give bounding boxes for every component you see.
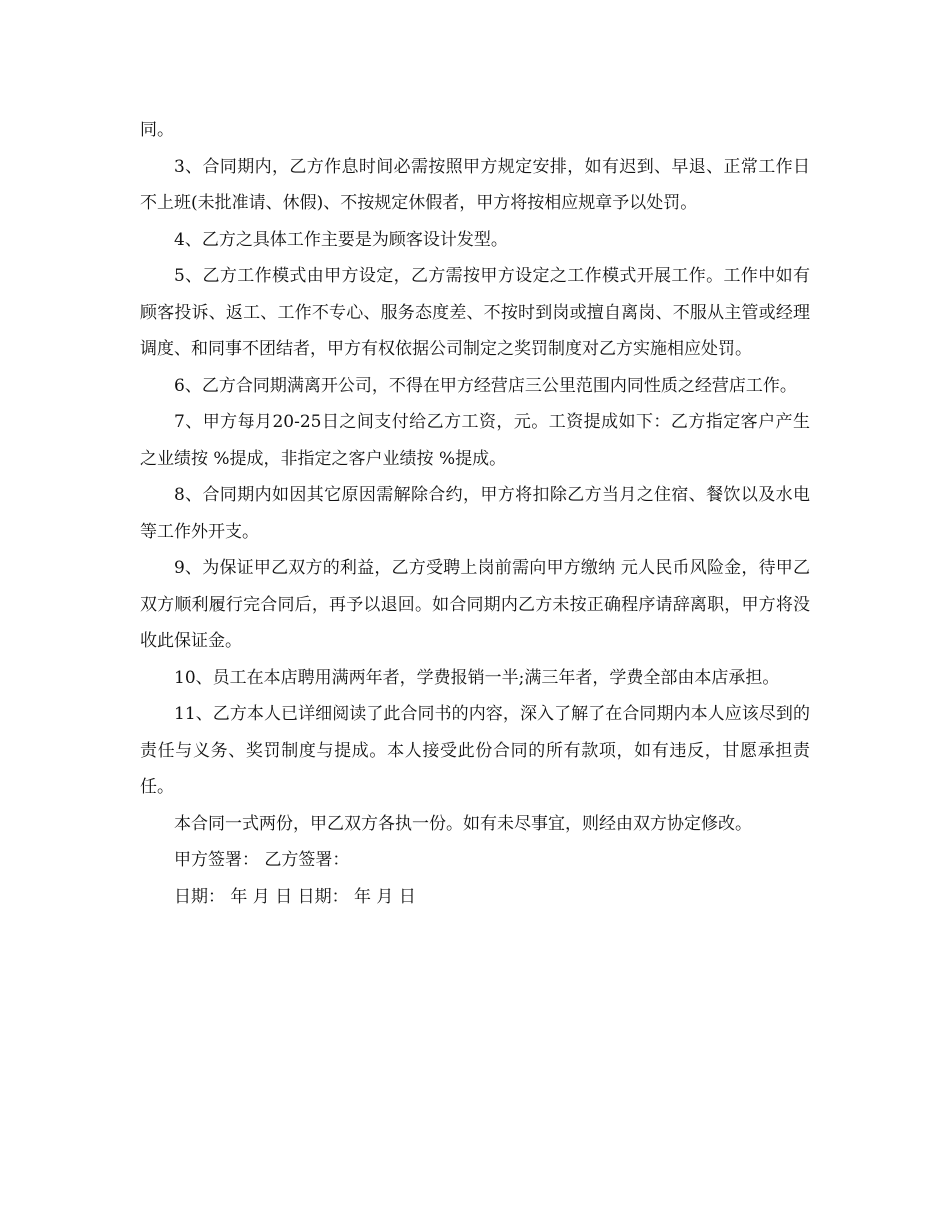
date-line: 日期： 年 月 日 日期： 年 月 日: [174, 886, 416, 907]
paragraph-clause-8: 8、合同期内如因其它原因需解除合约，甲方将扣除乙方当月之住宿、餐饮以及水电等工作外开支。: [140, 485, 810, 542]
paragraph-clause-11: 11、乙方本人已详细阅读了此合同书的内容，深入了解了在合同期内本人应该尽到的责任与义务、奖罚制度与提成。本人接受此份合同的所有款项，如有违反，甘愿承担责任。: [140, 704, 810, 797]
signature-line: 甲方签署： 乙方签署：: [174, 850, 350, 870]
paragraph-clause-5: 5、乙方工作模式由甲方设定，乙方需按甲方设定之工作模式开展工作。工作中如有顾客投诉、返工、工作不专心、服务态度差、不按时到岗或擅自离岗、不服从主管或经理调度、和同事不团结者，甲方有权依据公司制定之奖罚制度对乙方实施相应处罚。: [140, 266, 810, 359]
paragraph-clause-7: 7、甲方每月20-25日之间支付给乙方工资，元。工资提成如下：乙方指定客户产生之业绩按 %提成，非指定之客户业绩按 %提成。: [140, 412, 810, 469]
paragraph-clause-10: 10、员工在本店聘用满两年者，学费报销一半;满三年者，学费全部由本店承担。: [174, 667, 780, 688]
paragraph-clause-3: 3、合同期内，乙方作息时间必需按照甲方规定安排，如有迟到、早退、正常工作日不上班(未批准请、休假)、不按规定休假者，甲方将按相应规章予以处罚。: [140, 156, 810, 213]
paragraph-clause-6: 6、乙方合同期满离开公司，不得在甲方经营店三公里范围内同性质之经营店工作。: [174, 375, 797, 396]
paragraph-clause-9: 9、为保证甲乙双方的利益，乙方受聘上岗前需向甲方缴纳 元人民币风险金，待甲乙双方顺利履行完合同后，再予以退回。如合同期内乙方未按正确程序请辞离职，甲方将没收此保证金。: [140, 558, 810, 651]
paragraph-clause-4: 4、乙方之具体工作主要是为顾客设计发型。: [174, 229, 508, 250]
document-body: [140, 112, 810, 915]
paragraph-continuation: 同。: [140, 120, 174, 140]
paragraph-copies: 本合同一式两份，甲乙双方各执一份。如有未尽事宜，则经由双方协定修改。: [174, 813, 752, 834]
